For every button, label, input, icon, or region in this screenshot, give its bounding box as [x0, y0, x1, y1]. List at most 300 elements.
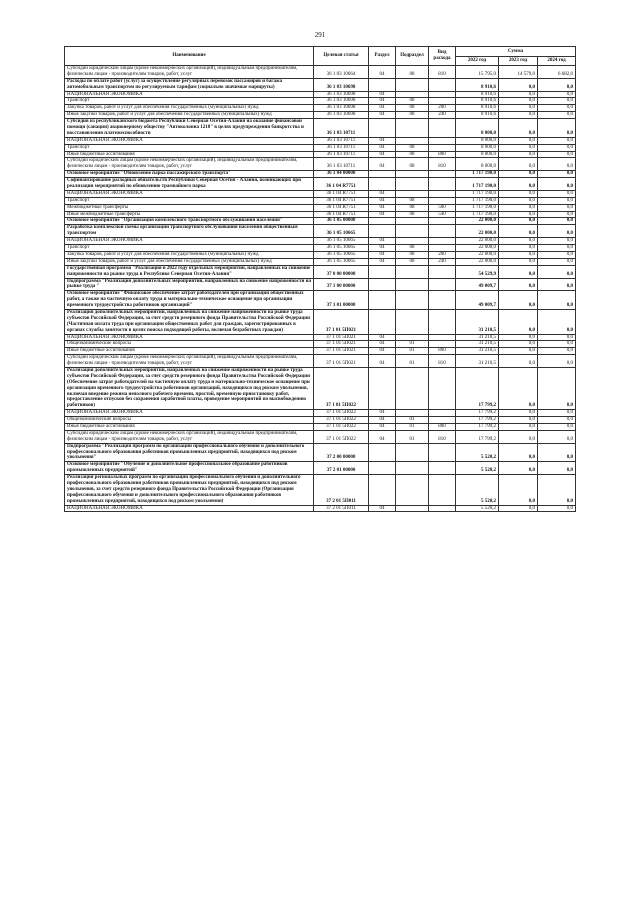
cell-section	[369, 475, 396, 505]
cell-expense-type	[429, 91, 456, 98]
cell-target-article: 36 1 03 10698	[314, 112, 369, 119]
cell-target-article: 36 1 04 R7751	[314, 204, 369, 211]
cell-subsection: 08	[396, 151, 429, 158]
cell-name: Иные закупки товаров, работ и услуг для обеспечения государственных (муниципальных) нужд	[65, 258, 314, 265]
cell-sum-2023: 0,0	[499, 348, 538, 355]
table-row	[65, 144, 576, 151]
cell-section	[369, 309, 396, 334]
cell-sum-2022: 22 000,0	[456, 238, 499, 245]
cell-sum-2024: 0,0	[538, 245, 576, 252]
cell-name: НАЦИОНАЛЬНАЯ ЭКОНОМИКА	[65, 91, 314, 98]
header-section: Раздел	[369, 47, 396, 66]
cell-name: Субсидия из республиканского бюджета Республики Северная Осетия-Алания на оказание финансовой помощи (санации) акционерному обществу "Автоколонна 1210" в целях предупреждения банкротства и восстановления платежеспособности	[65, 119, 314, 138]
cell-expense-type	[429, 197, 456, 204]
cell-sum-2024: 0,0	[538, 309, 576, 334]
table-row	[65, 417, 576, 424]
table-row	[65, 158, 576, 171]
cell-expense-type	[429, 367, 456, 409]
cell-target-article: 37 1 01 5П022	[314, 367, 369, 409]
cell-sum-2024: 0,0	[538, 171, 576, 178]
cell-sum-2022: 1 717 190,0	[456, 204, 499, 211]
cell-expense-type	[429, 119, 456, 138]
cell-sum-2022: 31 210,5	[456, 309, 499, 334]
cell-section: 04	[369, 334, 396, 341]
cell-name: Субсидии юридическим лицам (кроме некоммерческих организаций), индивидуальным предпринимателям, физическим лицам - производителям товаров, работ, услуг	[65, 66, 314, 79]
cell-sum-2022: 5 520,2	[456, 505, 499, 512]
cell-expense-type: 240	[429, 112, 456, 119]
cell-name: Иные межбюджетные трансферты	[65, 211, 314, 218]
table-row	[65, 137, 576, 144]
cell-sum-2024: 0,0	[538, 158, 576, 171]
cell-sum-2024: 6 682,0	[538, 66, 576, 79]
cell-section: 04	[369, 66, 396, 79]
cell-sum-2023: 0,0	[499, 158, 538, 171]
cell-sum-2024: 0,0	[538, 91, 576, 98]
cell-expense-type	[429, 278, 456, 291]
cell-sum-2022: 8 000,0	[456, 144, 499, 151]
cell-subsection	[396, 462, 429, 475]
cell-expense-type: 200	[429, 251, 456, 258]
cell-sum-2024: 0,0	[538, 105, 576, 112]
cell-name: НАЦИОНАЛЬНАЯ ЭКОНОМИКА	[65, 334, 314, 341]
cell-sum-2023: 0,0	[499, 278, 538, 291]
cell-section	[369, 462, 396, 475]
cell-expense-type	[429, 238, 456, 245]
cell-subsection	[396, 309, 429, 334]
cell-sum-2022: 22 000,0	[456, 218, 499, 225]
table-row	[65, 78, 576, 91]
table-row	[65, 258, 576, 265]
cell-sum-2022: 8 000,0	[456, 119, 499, 138]
cell-sum-2024: 0,0	[538, 197, 576, 204]
cell-expense-type	[429, 171, 456, 178]
cell-sum-2023: 0,0	[499, 151, 538, 158]
cell-name: Основное мероприятие "Обновление парка пассажирского транспорта"	[65, 171, 314, 178]
cell-sum-2024: 0,0	[538, 355, 576, 368]
cell-section	[369, 119, 396, 138]
cell-target-article: 37 1 01 5П022	[314, 430, 369, 443]
cell-target-article: 37 1 00 00000	[314, 278, 369, 291]
cell-expense-type	[429, 137, 456, 144]
cell-sum-2024: 0,0	[538, 417, 576, 424]
cell-sum-2022: 17 799,2	[456, 423, 499, 430]
cell-name: Иные бюджетные ассигнования	[65, 151, 314, 158]
cell-name: Субсидии юридическим лицам (кроме некоммерческих организаций), индивидуальным предпринимателям, физическим лицам - производителям товаров, работ, услуг	[65, 158, 314, 171]
table-row	[65, 443, 576, 462]
cell-sum-2023: 0,0	[499, 341, 538, 348]
cell-target-article: 36 1 03 10711	[314, 158, 369, 171]
cell-section: 04	[369, 137, 396, 144]
cell-sum-2024: 0,0	[538, 98, 576, 105]
cell-section: 04	[369, 410, 396, 417]
cell-sum-2023: 0,0	[499, 218, 538, 225]
cell-expense-type: 540	[429, 211, 456, 218]
cell-section: 04	[369, 423, 396, 430]
cell-sum-2024: 0,0	[538, 78, 576, 91]
cell-subsection: 01	[396, 348, 429, 355]
cell-sum-2022: 31 210,5	[456, 355, 499, 368]
cell-sum-2024: 0,0	[538, 112, 576, 119]
table-row	[65, 334, 576, 341]
table-row	[65, 355, 576, 368]
cell-section: 04	[369, 144, 396, 151]
cell-sum-2023: 0,0	[499, 238, 538, 245]
cell-name: Закупка товаров, работ и услуг для обеспечения государственных (муниципальных) нужд	[65, 251, 314, 258]
cell-sum-2023: 0,0	[499, 98, 538, 105]
cell-target-article: 36 1 03 10711	[314, 144, 369, 151]
cell-expense-type	[429, 190, 456, 197]
cell-target-article: 36 1 05 00000	[314, 218, 369, 225]
cell-sum-2024: 0,0	[538, 423, 576, 430]
cell-target-article: 36 1 03 10711	[314, 137, 369, 144]
cell-expense-type	[429, 475, 456, 505]
cell-name: Иные бюджетные ассигнования	[65, 348, 314, 355]
cell-name: Реализация дополнительных мероприятий, направленных на снижение напряженности на рынке труда субъектов Российской Федерации, за счет средств резервного фонда Правительства Российской Федерации (Обеспечение затрат работодателей на частичную оплату труда и материально-техническое оснащение при организации временного трудоустройства работников организаций, находящихся под риском увольнения, включая введение режима неполного рабочего времени, простой, временную приостановку работ, предоставление отпусков без сохранения заработной платы, проведение мероприятий по высвобождению работников)	[65, 367, 314, 409]
cell-subsection	[396, 218, 429, 225]
cell-subsection	[396, 334, 429, 341]
cell-subsection	[396, 265, 429, 278]
cell-target-article: 37 2 01 5П011	[314, 475, 369, 505]
cell-subsection: 08	[396, 112, 429, 119]
cell-sum-2022: 22 000,0	[456, 258, 499, 265]
cell-name: НАЦИОНАЛЬНАЯ ЭКОНОМИКА	[65, 238, 314, 245]
header-target-article: Целевая статья	[314, 47, 369, 66]
cell-expense-type	[429, 78, 456, 91]
table-row	[65, 151, 576, 158]
cell-name: Иные бюджетные ассигнования	[65, 423, 314, 430]
cell-subsection	[396, 367, 429, 409]
cell-subsection	[396, 443, 429, 462]
header-year-2022: 2022 год	[456, 57, 499, 66]
cell-name: Закупка товаров, работ и услуг для обеспечения государственных (муниципальных) нужд	[65, 105, 314, 112]
cell-target-article: 36 1 05 10665	[314, 258, 369, 265]
cell-section: 04	[369, 348, 396, 355]
table-row	[65, 475, 576, 505]
cell-sum-2023: 0,0	[499, 417, 538, 424]
cell-sum-2023: 0,0	[499, 367, 538, 409]
cell-sum-2024: 0,0	[538, 475, 576, 505]
cell-subsection: 08	[396, 144, 429, 151]
cell-sum-2023: 0,0	[499, 475, 538, 505]
cell-sum-2024: 0,0	[538, 291, 576, 310]
cell-section	[369, 291, 396, 310]
cell-section: 04	[369, 251, 396, 258]
cell-section	[369, 171, 396, 178]
cell-name: Расходы по оплате работ (услуг) за осуществление регулярных перевозок пассажиров и багажа автомобильным транспортом по регулируемым тарифам (социально значимые маршруты)	[65, 78, 314, 91]
cell-sum-2023: 0,0	[499, 178, 538, 191]
cell-subsection: 08	[396, 66, 429, 79]
table-row	[65, 505, 576, 512]
cell-sum-2022: 1 717 190,0	[456, 178, 499, 191]
cell-subsection	[396, 505, 429, 512]
cell-name: Основное мероприятие "Обучение и дополнительное профессиональное образование работников промышленных предприятий"	[65, 462, 314, 475]
cell-section: 04	[369, 204, 396, 211]
cell-subsection: 01	[396, 417, 429, 424]
cell-subsection: 08	[396, 251, 429, 258]
cell-target-article: 36 1 03 10664	[314, 66, 369, 79]
cell-sum-2023: 0,0	[499, 265, 538, 278]
table-row	[65, 410, 576, 417]
cell-sum-2023: 0,0	[499, 291, 538, 310]
cell-target-article: 36 1 03 10698	[314, 78, 369, 91]
cell-name: Основное мероприятие "Финансовое обеспечение затрат работодателей при организации общественных работ, а также на частичную оплату труда и материально-техническое оснащение при организации временного трудоустройства работников организаций"	[65, 291, 314, 310]
cell-expense-type: 500	[429, 204, 456, 211]
cell-sum-2023: 0,0	[499, 105, 538, 112]
cell-sum-2023: 0,0	[499, 190, 538, 197]
cell-section: 04	[369, 105, 396, 112]
table-row	[65, 238, 576, 245]
cell-subsection	[396, 291, 429, 310]
table-row	[65, 119, 576, 138]
table-row	[65, 265, 576, 278]
cell-expense-type	[429, 443, 456, 462]
cell-sum-2023: 0,0	[499, 430, 538, 443]
table-row	[65, 367, 576, 409]
cell-sum-2022: 8 000,0	[456, 158, 499, 171]
cell-section	[369, 443, 396, 462]
cell-sum-2023: 0,0	[499, 334, 538, 341]
cell-target-article: 36 1 04 R7751	[314, 197, 369, 204]
cell-sum-2023: 0,0	[499, 211, 538, 218]
cell-name: Государственная программа "Реализация в 2022 году отдельных мероприятий, направленных на снижение напряженности на рынке труда в Республике Северная Осетия-Алания"	[65, 265, 314, 278]
table-row	[65, 105, 576, 112]
cell-expense-type: 800	[429, 348, 456, 355]
header-subsection: Подраздел	[396, 47, 429, 66]
cell-expense-type	[429, 144, 456, 151]
cell-sum-2022: 22 000,0	[456, 251, 499, 258]
cell-target-article: 36 1 03 10711	[314, 119, 369, 138]
cell-name: НАЦИОНАЛЬНАЯ ЭКОНОМИКА	[65, 137, 314, 144]
cell-target-article: 36 1 04 R7751	[314, 178, 369, 191]
cell-sum-2024: 0,0	[538, 367, 576, 409]
cell-subsection	[396, 238, 429, 245]
cell-sum-2022: 8 910,6	[456, 98, 499, 105]
cell-target-article: 36 1 04 00000	[314, 171, 369, 178]
cell-sum-2022: 1 717 190,0	[456, 171, 499, 178]
cell-name: Иные закупки товаров, работ и услуг для обеспечения государственных (муниципальных) нужд	[65, 112, 314, 119]
cell-sum-2022: 17 799,2	[456, 367, 499, 409]
cell-subsection	[396, 190, 429, 197]
cell-target-article: 37 1 01 5П021	[314, 341, 369, 348]
cell-sum-2023: 0,0	[499, 410, 538, 417]
cell-sum-2023: 0,0	[499, 204, 538, 211]
cell-expense-type	[429, 225, 456, 238]
cell-subsection: 01	[396, 430, 429, 443]
cell-target-article: 37 1 01 5П021	[314, 334, 369, 341]
cell-expense-type	[429, 334, 456, 341]
cell-name: Субсидии юридическим лицам (кроме некоммерческих организаций), индивидуальным предпринимателям, физическим лицам - производителям товаров, работ, услуг	[65, 430, 314, 443]
cell-expense-type: 200	[429, 105, 456, 112]
cell-subsection	[396, 410, 429, 417]
cell-sum-2023: 0,0	[499, 225, 538, 238]
cell-sum-2024: 0,0	[538, 341, 576, 348]
cell-name: НАЦИОНАЛЬНАЯ ЭКОНОМИКА	[65, 505, 314, 512]
cell-target-article: 36 1 05 10665	[314, 238, 369, 245]
cell-sum-2023: 0,0	[499, 245, 538, 252]
cell-section: 04	[369, 505, 396, 512]
cell-expense-type: 810	[429, 66, 456, 79]
cell-sum-2024: 0,0	[538, 265, 576, 278]
cell-subsection: 08	[396, 197, 429, 204]
cell-expense-type	[429, 245, 456, 252]
cell-target-article: 37 2 01 5П011	[314, 505, 369, 512]
cell-expense-type: 810	[429, 355, 456, 368]
header-sum: Сумма	[456, 47, 576, 57]
cell-section	[369, 218, 396, 225]
cell-subsection: 08	[396, 105, 429, 112]
cell-sum-2024: 0,0	[538, 443, 576, 462]
cell-sum-2023: 0,0	[499, 112, 538, 119]
cell-expense-type	[429, 505, 456, 512]
cell-section: 04	[369, 245, 396, 252]
cell-subsection: 01	[396, 341, 429, 348]
cell-expense-type	[429, 309, 456, 334]
cell-target-article: 37 1 01 5П022	[314, 417, 369, 424]
cell-name: Транспорт	[65, 144, 314, 151]
cell-target-article: 36 1 05 10665	[314, 251, 369, 258]
cell-target-article: 37 1 01 00000	[314, 291, 369, 310]
cell-sum-2022: 8 910,6	[456, 91, 499, 98]
table-row	[65, 309, 576, 334]
cell-section: 04	[369, 158, 396, 171]
cell-target-article: 36 1 03 10698	[314, 98, 369, 105]
cell-sum-2022: 8 000,0	[456, 151, 499, 158]
cell-sum-2022: 1 717 190,0	[456, 197, 499, 204]
cell-sum-2023: 0,0	[499, 355, 538, 368]
header-expense-type: Вид расхода	[429, 47, 456, 66]
cell-subsection	[396, 137, 429, 144]
cell-expense-type	[429, 218, 456, 225]
cell-sum-2023: 0,0	[499, 171, 538, 178]
cell-sum-2024: 0,0	[538, 278, 576, 291]
table-row	[65, 112, 576, 119]
cell-section: 04	[369, 190, 396, 197]
cell-sum-2022: 15 795,0	[456, 66, 499, 79]
cell-sum-2022: 8 910,6	[456, 78, 499, 91]
cell-name: Общеэкономические вопросы	[65, 417, 314, 424]
cell-sum-2024: 0,0	[538, 334, 576, 341]
cell-expense-type: 800	[429, 151, 456, 158]
cell-sum-2023: 0,0	[499, 78, 538, 91]
cell-expense-type: 240	[429, 258, 456, 265]
cell-section	[369, 225, 396, 238]
cell-sum-2022: 17 799,2	[456, 417, 499, 424]
cell-sum-2024: 0,0	[538, 258, 576, 265]
cell-sum-2022: 5 520,2	[456, 462, 499, 475]
table-row	[65, 278, 576, 291]
header-year-2023: 2023 год	[499, 57, 538, 66]
cell-sum-2024: 0,0	[538, 190, 576, 197]
cell-expense-type	[429, 410, 456, 417]
cell-sum-2023: 0,0	[499, 443, 538, 462]
cell-expense-type	[429, 291, 456, 310]
cell-section: 04	[369, 151, 396, 158]
table-row	[65, 348, 576, 355]
cell-name: Подпрограмма "Реализация программ по организации профессионального обучения и дополнительного профессионального образования работников промышленных предприятий, находящихся под риском увольнения"	[65, 443, 314, 462]
cell-subsection: 01	[396, 423, 429, 430]
table-row	[65, 204, 576, 211]
cell-sum-2024: 0,0	[538, 225, 576, 238]
cell-sum-2024: 0,0	[538, 151, 576, 158]
cell-sum-2022: 54 529,9	[456, 265, 499, 278]
cell-subsection	[396, 475, 429, 505]
cell-subsection: 08	[396, 204, 429, 211]
cell-sum-2022: 22 000,0	[456, 225, 499, 238]
cell-sum-2023: 0,0	[499, 258, 538, 265]
cell-sum-2022: 5 520,2	[456, 475, 499, 505]
cell-sum-2022: 22 000,0	[456, 245, 499, 252]
cell-target-article: 36 1 04 R7751	[314, 211, 369, 218]
cell-expense-type: 810	[429, 430, 456, 443]
table-row	[65, 462, 576, 475]
cell-sum-2024: 0,0	[538, 204, 576, 211]
cell-subsection	[396, 119, 429, 138]
cell-target-article: 36 1 04 R7751	[314, 190, 369, 197]
table-row	[65, 225, 576, 238]
cell-section	[369, 367, 396, 409]
table-row	[65, 91, 576, 98]
cell-target-article: 36 1 05 10665	[314, 225, 369, 238]
cell-name: Общеэкономические вопросы	[65, 341, 314, 348]
cell-sum-2023: 0,0	[499, 144, 538, 151]
cell-name: Подпрограмма "Реализация дополнительных мероприятий, направленных на снижение напряженности на рынке труда "	[65, 278, 314, 291]
cell-target-article: 37 1 01 5П021	[314, 355, 369, 368]
cell-section: 04	[369, 258, 396, 265]
cell-target-article: 36 1 03 10711	[314, 151, 369, 158]
cell-section	[369, 78, 396, 91]
cell-name: Транспорт	[65, 197, 314, 204]
cell-section: 04	[369, 238, 396, 245]
cell-name: Софинансирование расходных обязательств Республики Северная Осетия - Алания, возникающих при реализации мероприятий по обновлению трамвайного парка	[65, 178, 314, 191]
table-row	[65, 430, 576, 443]
cell-section: 04	[369, 417, 396, 424]
cell-sum-2023: 0,0	[499, 251, 538, 258]
cell-sum-2023: 14 579,0	[499, 66, 538, 79]
cell-section: 04	[369, 91, 396, 98]
cell-sum-2024: 0,0	[538, 251, 576, 258]
cell-target-article: 37 1 01 5П021	[314, 309, 369, 334]
cell-target-article: 36 1 05 10665	[314, 245, 369, 252]
table-body	[65, 66, 576, 512]
cell-name: Реализация дополнительных мероприятий, направленных на снижение напряженности на рынке труда субъектов Российской Федерации, за счет средств резервного фонда Правительства Российской Федерации (Частичная оплата труда при организации общественных работ для граждан, зарегистрированных в органах службы занятости в целях поиска подходящей работы, включая безработных граждан)	[65, 309, 314, 334]
cell-subsection: 08	[396, 211, 429, 218]
cell-expense-type	[429, 341, 456, 348]
cell-sum-2024: 0,0	[538, 211, 576, 218]
cell-name: Основное мероприятие "Организация комплексного транспортного обслуживания населения"	[65, 218, 314, 225]
cell-expense-type: 800	[429, 423, 456, 430]
cell-sum-2022: 8 910,6	[456, 105, 499, 112]
cell-target-article: 36 1 03 10698	[314, 91, 369, 98]
cell-sum-2022: 17 799,2	[456, 410, 499, 417]
cell-section: 04	[369, 98, 396, 105]
cell-expense-type	[429, 178, 456, 191]
cell-name: НАЦИОНАЛЬНАЯ ЭКОНОМИКА	[65, 410, 314, 417]
table-header	[65, 47, 576, 66]
cell-sum-2023: 0,0	[499, 309, 538, 334]
cell-subsection: 08	[396, 245, 429, 252]
cell-target-article: 37 1 01 5П021	[314, 348, 369, 355]
cell-sum-2023: 0,0	[499, 197, 538, 204]
cell-target-article: 36 1 03 10698	[314, 105, 369, 112]
cell-sum-2022: 31 210,5	[456, 341, 499, 348]
cell-section	[369, 178, 396, 191]
cell-sum-2022: 17 799,2	[456, 430, 499, 443]
cell-expense-type	[429, 417, 456, 424]
cell-name: Реализация региональных программ по организации профессионального обучения и дополнительного профессионального образования работников промышленных предприятий, находящихся под риском увольнения, за счет средств резервного фонда Правительства Российской Федерации (Организация профессионального обучения и дополнительного профессионального образования работников промышленных предприятий, находящихся под риском увольнения)	[65, 475, 314, 505]
cell-sum-2024: 0,0	[538, 218, 576, 225]
cell-sum-2024: 0,0	[538, 144, 576, 151]
cell-name: Транспорт	[65, 245, 314, 252]
